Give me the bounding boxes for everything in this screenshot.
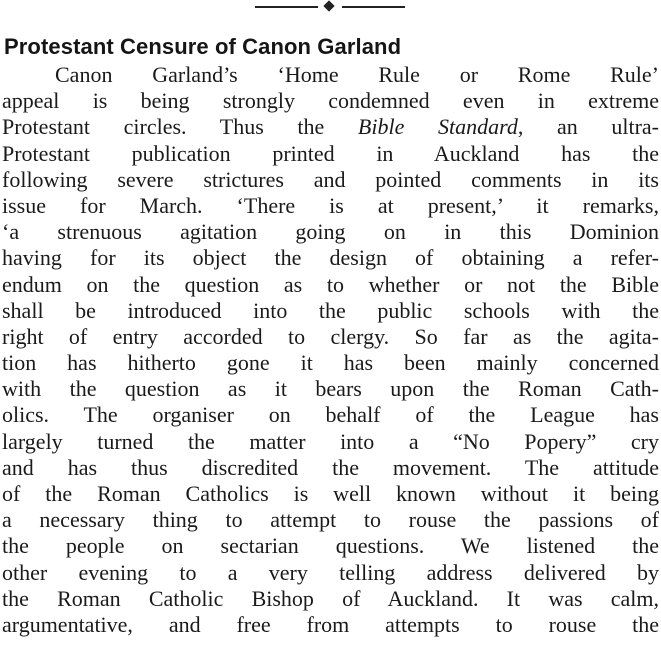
article-line: the Roman Catholic Bishop of Auckland. It was calm, <box>2 585 659 611</box>
publication-title: Bible Standard <box>357 114 518 140</box>
article-line: tion has hitherto gone it has been mainly concerned <box>2 350 659 376</box>
diamond-ornament-icon <box>323 0 334 11</box>
article-line: and has thus discredited the movement. The attitude <box>2 454 659 480</box>
article-headline: Protestant Censure of Canon Garland <box>4 34 402 59</box>
article-line: appeal is being strongly condemned even in extreme <box>2 88 659 114</box>
article-line: Protestant circles. Thus the Bible Standard, an ultra- <box>2 114 659 140</box>
article-line: following severe strictures and pointed comments in its <box>2 166 659 192</box>
divider-rule-right <box>342 6 405 8</box>
article-line: largely turned the matter into a “No Popery” cry <box>2 428 659 454</box>
article-line: ‘a strenuous agitation going on in this Dominion <box>2 219 659 245</box>
article-line: issue for March. ‘There is at present,’ it remarks, <box>2 192 659 218</box>
article-line: with the question as it bears upon the Roman Cath- <box>2 376 659 402</box>
article-line: having for its object the design of obtaining a refer- <box>2 245 659 271</box>
article-line: right of entry accorded to clergy. So far as the agita- <box>2 323 659 349</box>
article-line: of the Roman Catholics is well known without it being <box>2 481 659 506</box>
article-line: olics. The organiser on behalf of the League has <box>2 402 659 428</box>
article-line: argumentative, and free from attempts to rouse the <box>2 611 659 637</box>
article-line: a necessary thing to attempt to rouse the passions of <box>2 507 659 533</box>
article-line: Canon Garland’s ‘Home Rule or Rome Rule’ <box>55 62 659 87</box>
divider-ornament <box>255 0 405 12</box>
article-line: endum on the question as to whether or not the Bible <box>2 271 659 297</box>
article-line: shall be introduced into the public schools with the <box>2 297 659 323</box>
article-body <box>0 62 661 638</box>
article-line: Protestant publication printed in Auckland has the <box>2 140 659 166</box>
article-line: other evening to a very telling address delivered by <box>2 559 659 585</box>
divider-rule-left <box>255 6 318 8</box>
article-line: the people on sectarian questions. We listened the <box>2 533 659 559</box>
